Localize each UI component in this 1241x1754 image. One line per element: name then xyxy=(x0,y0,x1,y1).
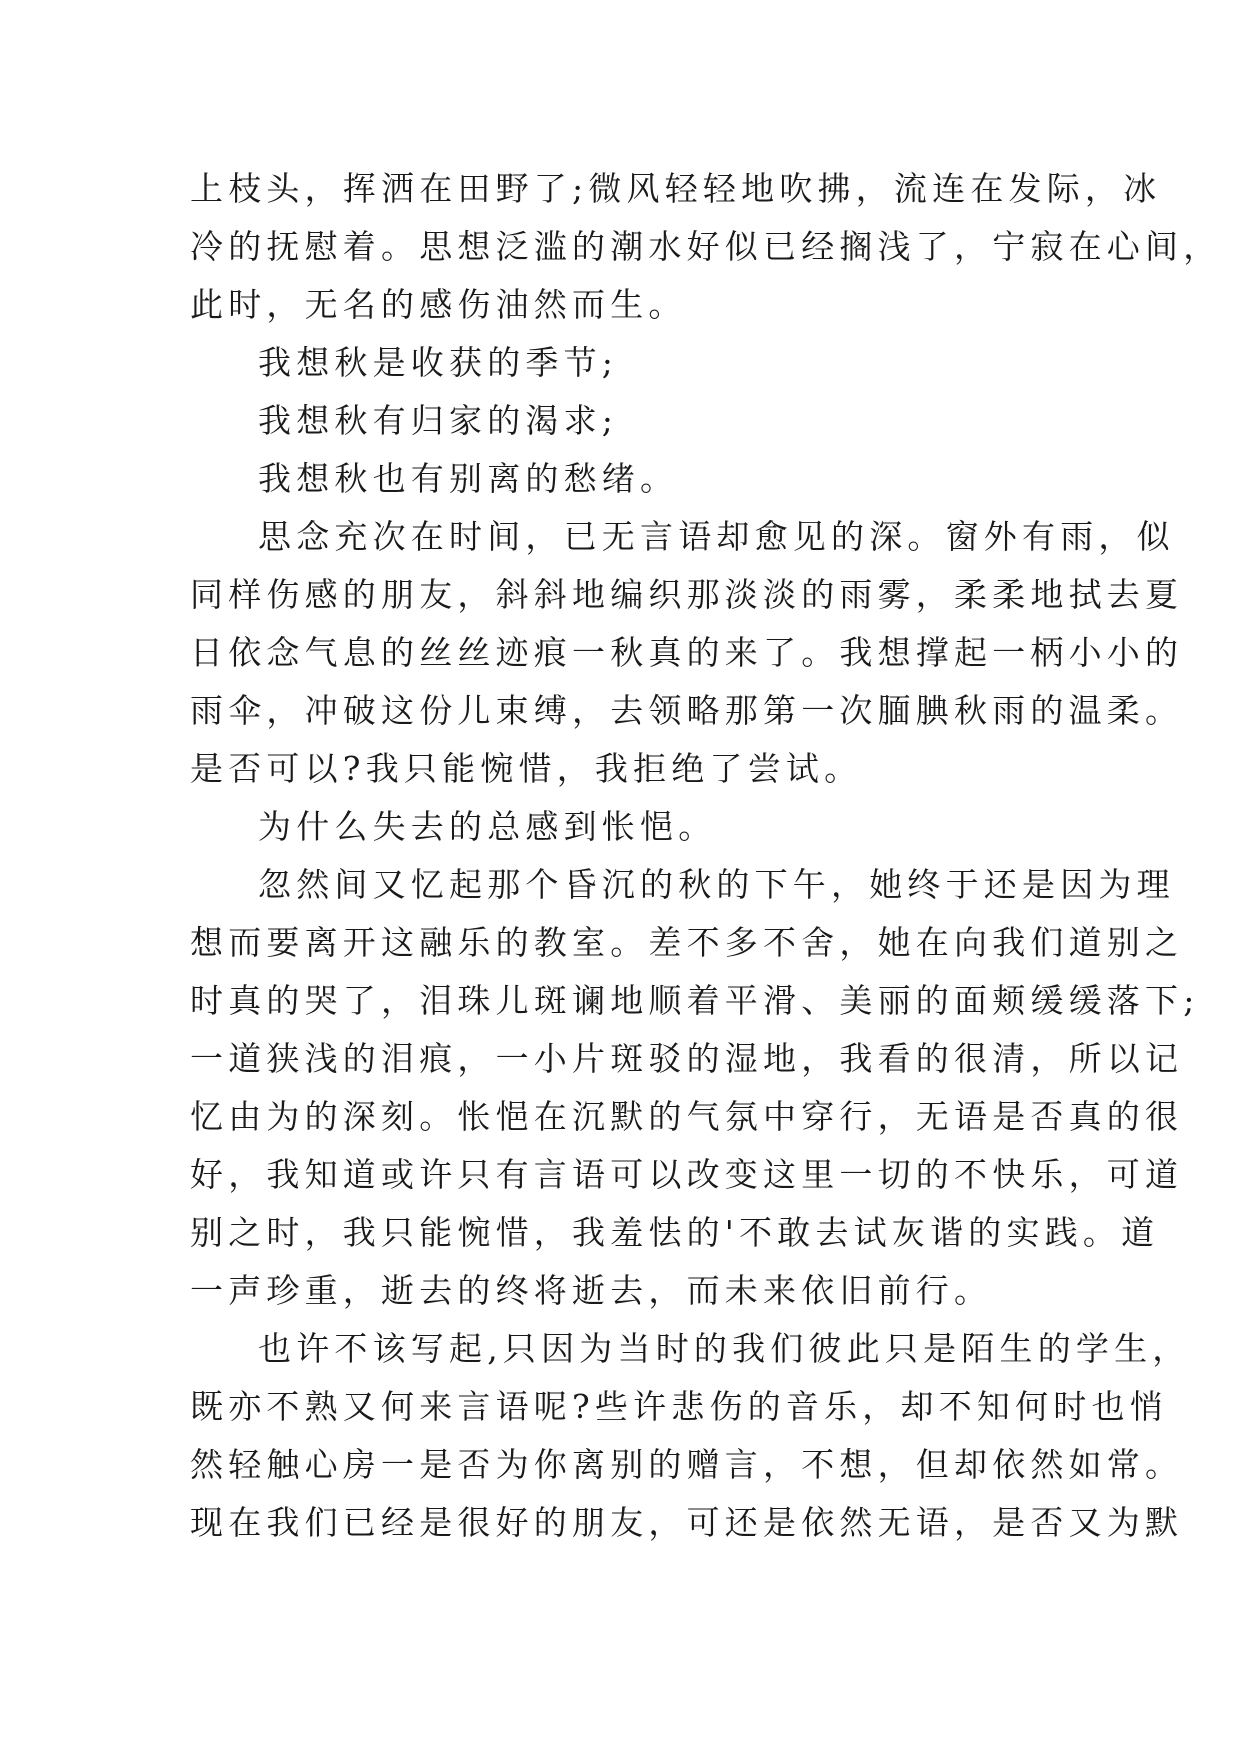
text-line: 一声珍重，逝去的终将逝去，而未来依旧前行。 xyxy=(190,1271,993,1310)
text-line: 我想秋是收获的季节; xyxy=(258,343,619,382)
text-line: 现在我们已经是很好的朋友，可还是依然无语，是否又为默 xyxy=(190,1503,1184,1542)
text-line: 忆由为的深刻。怅悒在沉默的气氛中穿行，无语是否真的很 xyxy=(190,1097,1184,1136)
text-line: 冷的抚慰着。思想泛滥的潮水好似已经搁浅了，宁寂在心间， xyxy=(190,227,1222,266)
text-line: 好，我知道或许只有言语可以改变这里一切的不快乐，可道 xyxy=(190,1155,1184,1194)
text-line: 然轻触心房一是否为你离别的赠言，不想，但却依然如常。 xyxy=(190,1445,1184,1484)
text-line: 别之时，我只能惋惜，我羞怯的'不敢去试灰谐的实践。道 xyxy=(190,1213,1160,1252)
text-line: 时真的哭了，泪珠儿斑谰地顺着平滑、美丽的面颊缓缓落下; xyxy=(190,981,1200,1020)
text-line: 我想秋有归家的渴求; xyxy=(258,401,619,440)
text-line: 是否可以?我只能惋惜，我拒绝了尝试。 xyxy=(190,749,863,788)
text-line: 思念充次在时间，已无言语却愈见的深。窗外有雨，似 xyxy=(258,517,1175,556)
text-line: 一道狭浅的泪痕，一小片斑驳的湿地，我看的很清，所以记 xyxy=(190,1039,1184,1078)
text-line: 为什么失去的总感到怅悒。 xyxy=(258,807,717,846)
text-line: 日依念气息的丝丝迹痕一秋真的来了。我想撑起一柄小小的 xyxy=(190,633,1184,672)
text-line: 此时，无名的感伤油然而生。 xyxy=(190,285,687,324)
text-line: 我想秋也有别离的愁绪。 xyxy=(258,459,679,498)
text-line: 既亦不熟又何来言语呢?些许悲伤的音乐，却不知何时也悄 xyxy=(190,1387,1168,1426)
text-line: 也许不该写起,只因为当时的我们彼此只是陌生的学生， xyxy=(258,1329,1191,1368)
text-line: 上枝头，挥洒在田野了;微风轻轻地吹拂，流连在发际，冰 xyxy=(190,169,1162,208)
text-line: 想而要离开这融乐的教室。差不多不舍，她在向我们道别之 xyxy=(190,923,1184,962)
body-text xyxy=(190,160,1222,1552)
text-line: 忽然间又忆起那个昏沉的秋的下午，她终于还是因为理 xyxy=(258,865,1175,904)
text-line: 同样伤感的朋友，斜斜地编织那淡淡的雨雾，柔柔地拭去夏 xyxy=(190,575,1184,614)
text-line: 雨伞，冲破这份儿束缚，去领略那第一次腼腆秋雨的温柔。 xyxy=(190,691,1184,730)
